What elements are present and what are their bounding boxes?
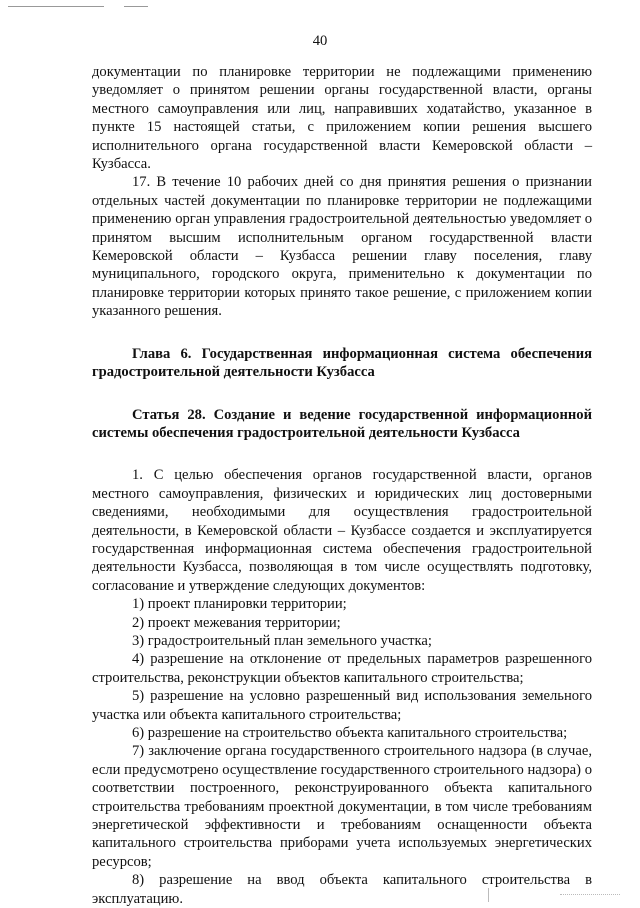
list-item: 3) градостроительный план земельного участка; bbox=[132, 632, 432, 649]
list-item: 7) заключение органа государственного строительного надзора (в случае, если предусмотрено осуществление государственного строительного надзора) о соответствии построенного, реконструированного объекта капитального строительства требованиям проектной документации, в том числе требованиям энергетической эффективности и требованиям оснащенности объекта капитального строительства приборами учета используемых энергетических ресурсов; bbox=[92, 743, 592, 870]
list-item: 5) разрешение на условно разрешенный вид использования земельного участка или объекта капитального строительства; bbox=[92, 688, 592, 723]
article-paragraph-1: 1. С целью обеспечения органов государственной власти, органов местного самоуправления, физических и юридических лиц достоверными сведениями, необходимыми для осуществления градостроительной деятельности, в Кемеровской области – Кузбассе создается и эксплуатируется государственная информационная система обеспечения градостроительной деятельности Кузбасса, позволяющая в том числе осуществлять подготовку, согласование и утверждение следующих документов: bbox=[92, 467, 592, 594]
document-body bbox=[92, 63, 592, 908]
page-number: 40 bbox=[312, 33, 328, 49]
scan-edge-marks-top bbox=[0, 6, 640, 10]
list-item: 8) разрешение на ввод объекта капитального строительства в эксплуатацию. bbox=[92, 872, 592, 907]
scan-edge-marks-bottom bbox=[0, 888, 640, 902]
list-item: 6) разрешение на строительство объекта капитального строительства; bbox=[132, 725, 568, 741]
chapter-heading: Глава 6. Государственная информационная система обеспечения градостроительной деятельности Кузбасса bbox=[92, 345, 592, 381]
list-item: 2) проект межевания территории; bbox=[132, 614, 341, 631]
paragraph-17: 17. В течение 10 рабочих дней со дня принятия решения о признании отдельных частей документации по планировке территории не подлежащими применению орган управления градостроительной деятельностью уведомляет о принятом высшим исполнительным органом государственной власти Кемеровской области – Кузбасса решении главу поселения, главу муниципального, городского округа, применительно к документации по планировке территории которых принято такое решение, с приложением копии указанного решения. bbox=[92, 174, 592, 320]
article-heading: Статья 28. Создание и ведение государственной информационной системы обеспечения градостроительной деятельности Кузбасса bbox=[92, 406, 592, 441]
list-item: 4) разрешение на отклонение от предельных параметров разрешенного строительства, реконструкции объектов капитального строительства; bbox=[92, 651, 592, 686]
list-item: 1) проект планировки территории; bbox=[132, 596, 347, 613]
paragraph-continuation: документации по планировке территории не подлежащими применению уведомляет о принятом решении органы государственной власти, органы местного самоуправления или лиц, направивших ходатайство, указанное в пункте 15 настоящей статьи, с приложением копии решения высшего исполнительного органа государственной власти Кемеровской области – Кузбасса. bbox=[92, 64, 592, 173]
